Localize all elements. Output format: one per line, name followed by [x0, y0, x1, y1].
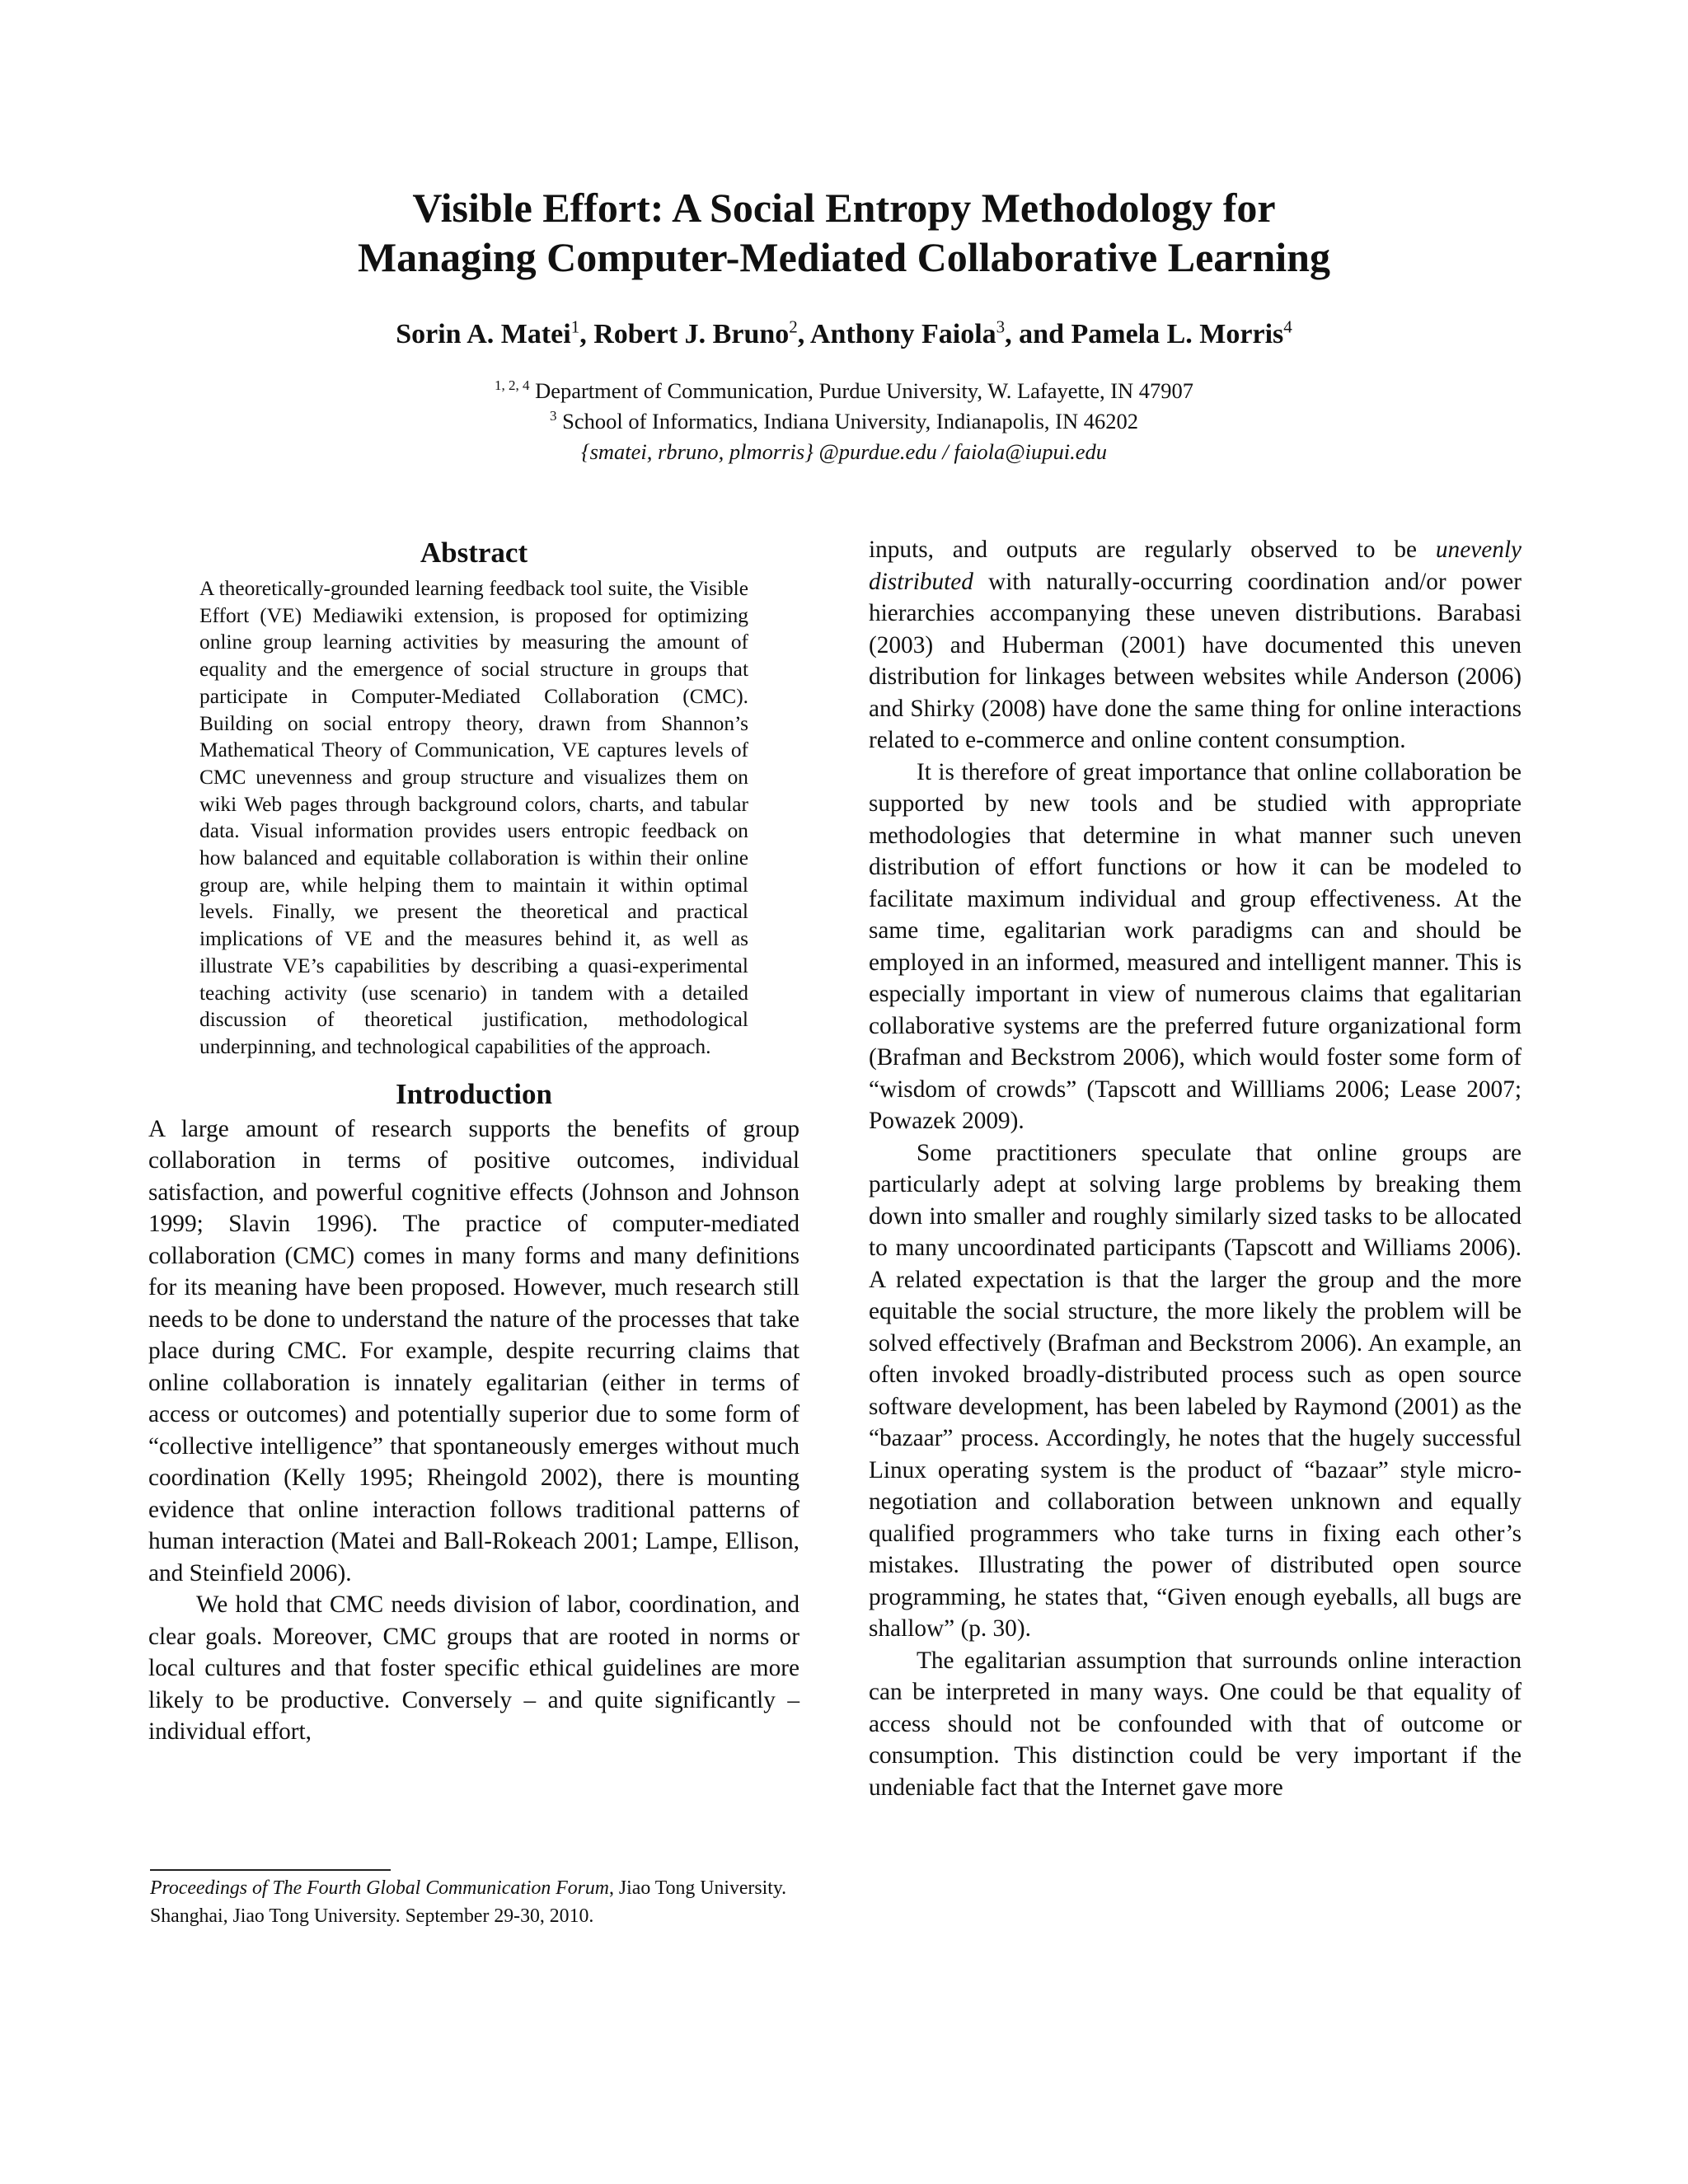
affiliation-superscript: 3: [549, 408, 557, 424]
author-name: Sorin A. Matei: [396, 319, 571, 349]
affiliation-text: Department of Communication, Purdue University, W. Lafayette, IN 47907: [535, 378, 1194, 403]
author-separator: , and: [1005, 319, 1071, 349]
title-line-2: Managing Computer-Mediated Collaborative Learning: [357, 234, 1330, 280]
title-line-1: Visible Effort: A Social Entropy Methodology for: [412, 185, 1276, 231]
emphasis-text: unevenly distributed: [869, 537, 1522, 595]
affiliation-line-1: [247, 376, 1441, 406]
right-column: [869, 534, 1522, 1803]
abstract-text: A theoretically-grounded learning feedback tool suite, the Visible Effort (VE) Mediawiki extension, is proposed for optimizing online group learning activities by measuring the amount of equality and the emergence of social structure in groups that participate in Computer-Mediated Collaboration (CMC). Building on social entropy theory, drawn from Shannon’s Mathematical Theory of Communication, VE captures levels of CMC unevenness and group structure and visualizes them on wiki Web pages through background colors, charts, and tabular data. Visual information provides users entropic feedback on how balanced and equitable collaboration is within their online group are, while helping them to maintain it within optimal levels. Finally, we present the theoretical and practical implications of VE and the measures behind it, as well as illustrate VE’s capabilities by describing a quasi-experimental teaching activity (use scenario) in tandem with a detailed discussion of theoretical justification, methodological underpinning, and technological capabilities of the approach.: [199, 577, 748, 1058]
author-name: Pamela L. Morris: [1071, 319, 1284, 349]
author-name: Anthony Faiola: [809, 319, 996, 349]
author-superscript: 1: [570, 316, 580, 337]
paragraph-text: inputs, and outputs are regularly observed to be: [869, 537, 1436, 563]
author-separator: ,: [579, 319, 594, 349]
introduction-heading: Introduction: [396, 1077, 552, 1110]
abstract-heading: Abstract: [420, 537, 528, 569]
affiliations: [247, 376, 1441, 467]
right-paragraph-2: It is therefore of great importance that online collaboration be supported by new tools and be studied with appropriate methodologies that determine in what manner such uneven distribution of effort functions or how it can be modeled to facilitate maximum individual and group effectiveness. At the same time, egalitarian work paradigms can and should be employed in an informed, measured and intelligent manner. This is especially important in view of numerous claims that egalitarian collaborative systems are the preferred future organizational form (Brafman and Beckstrom 2006), which would foster some form of “wisdom of crowds” (Tapscott and Willliams 2006; Lease 2007; Powazek 2009).: [869, 758, 1522, 1134]
author-superscript: 3: [996, 316, 1006, 337]
footnote: [150, 1874, 801, 1930]
right-paragraph-3: Some practitioners speculate that online groups are particularly adept at solving large problems by breaking them down into smaller and roughly similarly sized tasks to be allocated to many uncoordinated participants (Tapscott and Williams 2006). A related expectation is that the larger the group and the more equitable the social structure, the more likely the problem will be solved effectively (Brafman and Beckstrom 2006). An example, an often invoked broadly-distributed process such as open source software development, has been labeled by Raymond (2001) as the “bazaar” process. Accordingly, he notes that the hugely successful Linux operating system is the product of “bazaar” style micro-negotiation and collaboration between unknown and equally qualified programmers who take turns in fixing each other’s mistakes. Illustrating the power of distributed open source programming, he states that, “Given enough eyeballs, all bugs are shallow” (p. 30).: [869, 1139, 1522, 1642]
author-emails: {smatei, rbruno, plmorris} @purdue.edu / faiola@iupui.edu: [581, 439, 1107, 464]
right-paragraph-4: The egalitarian assumption that surrounds online interaction can be interpreted in many ways. One could be that equality of access should not be confounded with that of outcome or consumption. This distinction could be very important if the undeniable fact that the Internet gave more: [869, 1647, 1522, 1801]
paper-title: [247, 183, 1441, 282]
author-name: Robert J. Bruno: [593, 319, 790, 349]
footnote-rule: [150, 1869, 391, 1871]
author-superscript: 2: [789, 316, 798, 337]
right-paragraph-1: [869, 534, 1522, 757]
left-column: [148, 534, 799, 1748]
footnote-proceedings: Proceedings of The Fourth Global Communication Forum: [150, 1877, 609, 1899]
affiliation-text: School of Informatics, Indiana University, Indianapolis, IN 46202: [562, 409, 1139, 434]
affiliation-line-2: [247, 406, 1441, 437]
introduction-paragraph-1: A large amount of research supports the benefits of group collaboration in terms of positive outcomes, individual satisfaction, and powerful cognitive effects (Johnson and Johnson 1999; Slavin 1996). The practice of computer-mediated collaboration (CMC) comes in many forms and many definitions for its meaning have been proposed. However, much research still needs to be done to understand the nature of the processes that take place during CMC. For example, despite recurring claims that online collaboration is innately egalitarian (either in terms of access or outcomes) and potentially superior due to some form of “collective intelligence” that spontaneously emerges without much coordination (Kelly 1995; Rheingold 2002), there is mounting evidence that online interaction follows traditional patterns of human interaction (Matei and Ball-Rokeach 2001; Lampe, Ellison, and Steinfield 2006).: [148, 1115, 799, 1586]
paragraph-text: with naturally-occurring coordination and/or power hierarchies accompanying these uneven distributions. Barabasi (2003) and Huberman (2001) have documented this uneven distribution for linkages between websites while Anderson (2006) and Shirky (2008) have done the same thing for online interactions related to e-commerce and online content consumption.: [869, 568, 1522, 753]
footnote-text: , Jiao Tong University. Shanghai, Jiao Tong University. September 29-30, 2010.: [150, 1877, 787, 1927]
author-list: [247, 316, 1441, 353]
affiliation-superscript: 1, 2, 4: [494, 377, 530, 394]
introduction-paragraph-2: We hold that CMC needs division of labor, coordination, and clear goals. Moreover, CMC groups that are rooted in norms or local cultures and that foster specific ethical guidelines are more likely to be productive. Conversely – and quite significantly – individual effort,: [148, 1591, 799, 1746]
author-superscript: 4: [1283, 316, 1292, 337]
author-separator: ,: [797, 319, 810, 349]
